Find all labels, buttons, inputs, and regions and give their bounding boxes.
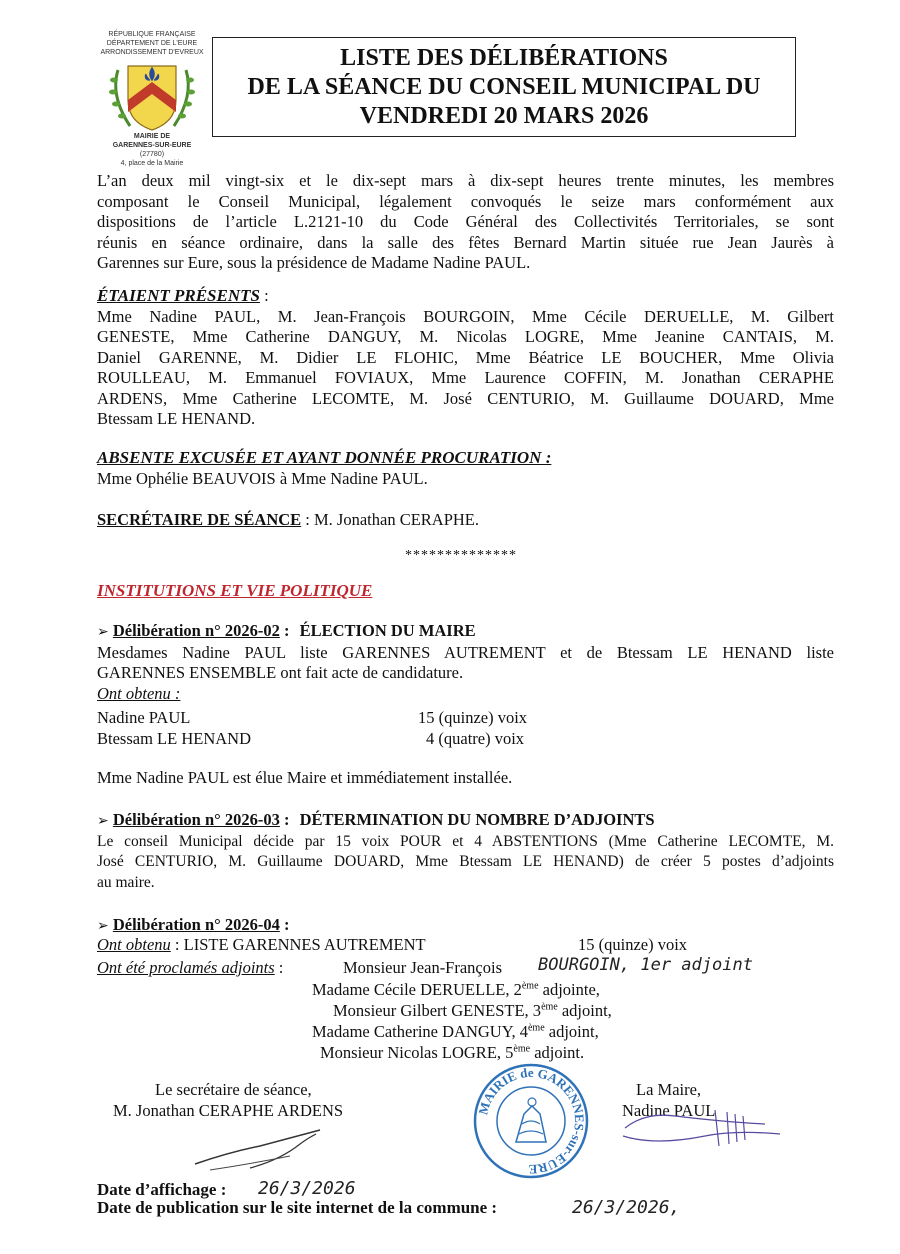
intro-paragraph — [97, 171, 834, 274]
date-publication-value: 26/3/2026, — [572, 1197, 681, 1218]
intro-line: dispositions de l’article L.2121-10 du Code Général des Collectivités Territoriales, se sont — [97, 212, 834, 231]
intro-line: réunis en séance ordinaire, dans la salle des fêtes Bernard Martin située rue Jean Jaurès à — [97, 232, 834, 252]
logo-footer-text — [100, 132, 204, 168]
adjoint-row — [320, 1043, 584, 1063]
delib-subject: DÉTERMINATION DU NOMBRE D’ADJOINTS — [299, 810, 655, 829]
date-affichage-label: Date d’affichage : — [97, 1180, 227, 1199]
adjoint-sup: ème — [513, 1043, 531, 1055]
delib-label: Délibération n° 2026-02 — [112, 621, 280, 640]
delib04-obtenu — [97, 935, 426, 955]
logo-line: ARRONDISSEMENT D'EVREUX — [100, 49, 204, 56]
secretaire-section — [97, 510, 834, 531]
logo-line: (27780) — [139, 151, 165, 158]
election-conclusion: Mme Nadine PAUL est élue Maire et immédiatement installée. — [97, 768, 513, 787]
date-affichage-value: 26/3/2026 — [258, 1178, 356, 1199]
deliberation-02 — [97, 621, 834, 704]
logo-line: RÉPUBLIQUE FRANÇAISE — [108, 31, 196, 38]
proclames-colon: : — [274, 958, 284, 977]
presents-line: Btessam LE HENAND. — [97, 409, 256, 428]
adjoint-text: Monsieur Nicolas LOGRE, 5 — [320, 1043, 514, 1062]
adjoint-row — [312, 980, 600, 1000]
secretaire-signature-name: M. Jonathan CERAPHE ARDENS — [113, 1101, 344, 1120]
delib-heading-row — [97, 810, 834, 832]
presents-section — [97, 286, 834, 430]
delib-line: Mesdames Nadine PAUL liste GARENNES AUTREMENT et de Btessam LE HENAND liste — [97, 642, 834, 662]
handwritten-adjoint-1: BOURGOIN, 1er adjoint — [538, 955, 753, 975]
delib-colon: : — [279, 810, 290, 829]
title-line: VENDREDI 20 MARS 2026 — [359, 103, 649, 129]
delib-colon: : — [279, 915, 290, 934]
arrow-icon: ➢ — [97, 813, 109, 829]
adjoint-text: adjoint, — [557, 1001, 612, 1020]
adjoint-sup: ème — [521, 980, 539, 992]
logo-line: MAIRIE DE — [133, 133, 171, 140]
commune-logo — [100, 30, 204, 167]
title-box — [212, 37, 796, 137]
presents-line: Mme Nadine PAUL, M. Jean-François BOURGOIN, Mme Cécile DERUELLE, M. Gilbert — [97, 306, 834, 326]
title-line: DE LA SÉANCE DU CONSEIL MUNICIPAL DU — [247, 74, 761, 100]
presents-line: Daniel GARENNE, M. Didier LE FLOHIC, Mme Béatrice LE BOUCHER, Mme Olivia — [97, 347, 834, 367]
date-publication-label: Date de publication sur le site internet de la commune : — [97, 1198, 498, 1217]
coat-of-arms-icon — [108, 60, 196, 132]
secretaire-signature-title: Le secrétaire de séance, — [155, 1080, 312, 1099]
stamp-text: MAIRIE de GARENNES-sur-EURE — [475, 1064, 588, 1178]
adjoint-text: adjoint. — [530, 1043, 585, 1062]
result-votes: 4 (quatre) voix — [426, 729, 525, 748]
intro-line: Garennes sur Eure, sous la présidence de Madame Nadine PAUL. — [97, 253, 531, 272]
section-heading: INSTITUTIONS ET VIE POLITIQUE — [97, 581, 373, 600]
logo-line: DÉPARTEMENT DE L'EURE — [106, 40, 198, 47]
adjoint-text: adjointe, — [538, 980, 600, 999]
presents-line: GENESTE, Mme Catherine DANGUY, M. Nicolas LOGRE, Mme Jeanine CANTAIS, M. — [97, 327, 834, 346]
adjoint-text: adjoint, — [544, 1022, 599, 1041]
absente-heading: ABSENTE EXCUSÉE ET AYANT DONNÉE PROCURATION : — [97, 448, 552, 467]
adjoint-sup: ème — [527, 1022, 545, 1034]
presents-heading: ÉTAIENT PRÉSENTS — [97, 286, 260, 305]
absente-text: Mme Ophélie BEAUVOIS à Mme Nadine PAUL. — [97, 468, 428, 488]
presents-heading-row — [97, 286, 834, 307]
delib-label: Délibération n° 2026-04 — [112, 915, 280, 934]
maire-signature-title: La Maire, — [636, 1080, 702, 1099]
delib-label: Délibération n° 2026-03 — [112, 810, 280, 829]
presents-line: ROULLEAU, M. Emmanuel FOVIAUX, Mme Laurence COFFIN, M. Jonathan CERAPHE — [97, 368, 834, 387]
result-name: Nadine PAUL — [97, 708, 191, 727]
deliberation-04 — [97, 915, 290, 937]
proclames-label: Ont été proclamés adjoints — [97, 958, 275, 977]
intro-line: L’an deux mil vingt-six et le dix-sept mars à dix-sept heures trente minutes, les membres — [97, 171, 834, 190]
proclames-row — [97, 958, 283, 978]
maire-signature-name: Nadine PAUL — [622, 1101, 716, 1120]
intro-line: composant le Conseil Municipal, légalement convoqués le seize mars conformément aux — [97, 191, 834, 211]
delib-line: au maire. — [97, 873, 155, 891]
obtenu-votes: 15 (quinze) voix — [578, 935, 688, 954]
arrow-icon: ➢ — [97, 624, 109, 640]
secretaire-signature-icon — [190, 1124, 340, 1174]
obtenu-label: Ont obtenu — [97, 935, 171, 954]
secretaire-text: : M. Jonathan CERAPHE. — [301, 510, 480, 529]
adjoint-sup: ème — [541, 1001, 558, 1013]
mairie-stamp-icon — [472, 1062, 590, 1180]
maire-signature-icon — [615, 1106, 790, 1154]
obtenu-text: : LISTE GARENNES AUTREMENT — [170, 935, 426, 954]
delib-line: José CENTURIO, M. Guillaume DOUARD, Mme Btessam LE HENAND) de créer 5 postes d’adjoints — [97, 853, 834, 870]
adjoint-1: Monsieur Jean-François — [343, 958, 503, 977]
absente-section — [97, 448, 834, 489]
result-name: Btessam LE HENAND — [97, 729, 251, 748]
adjoint-row — [333, 1001, 612, 1021]
obtenu-label: Ont obtenu : — [97, 683, 181, 703]
delib-subject: ÉLECTION DU MAIRE — [299, 621, 476, 640]
adjoint-row — [312, 1022, 599, 1042]
arrow-icon: ➢ — [97, 918, 109, 934]
adjoint-text: Monsieur Gilbert GENESTE, 3 — [333, 1001, 542, 1020]
delib-colon: : — [279, 621, 290, 640]
presents-line: ARDENS, Mme Catherine LECOMTE, M. José CENTURIO, M. Guillaume DOUARD, Mme — [97, 388, 834, 408]
deliberation-03 — [97, 810, 834, 893]
delib-line: GARENNES ENSEMBLE ont fait acte de candidature. — [97, 663, 464, 682]
logo-line: GARENNES-SUR-EURE — [112, 142, 192, 149]
separator-stars: ************** — [405, 548, 517, 563]
delib-heading-row — [97, 621, 834, 643]
title-line: LISTE DES DÉLIBÉRATIONS — [340, 45, 668, 71]
logo-line: 4, place de la Mairie — [120, 160, 184, 167]
adjoint-text: Madame Catherine DANGUY, 4 — [312, 1022, 528, 1041]
adjoint-text: Madame Cécile DERUELLE, 2 — [312, 980, 522, 999]
result-votes: 15 (quinze) voix — [418, 708, 528, 727]
delib-line: Le conseil Municipal décide par 15 voix POUR et 4 ABSTENTIONS (Mme Catherine LECOMTE, M. — [97, 832, 834, 850]
presents-colon: : — [259, 286, 269, 305]
secretaire-heading: SECRÉTAIRE DE SÉANCE — [97, 510, 302, 529]
logo-header-text — [100, 30, 204, 57]
